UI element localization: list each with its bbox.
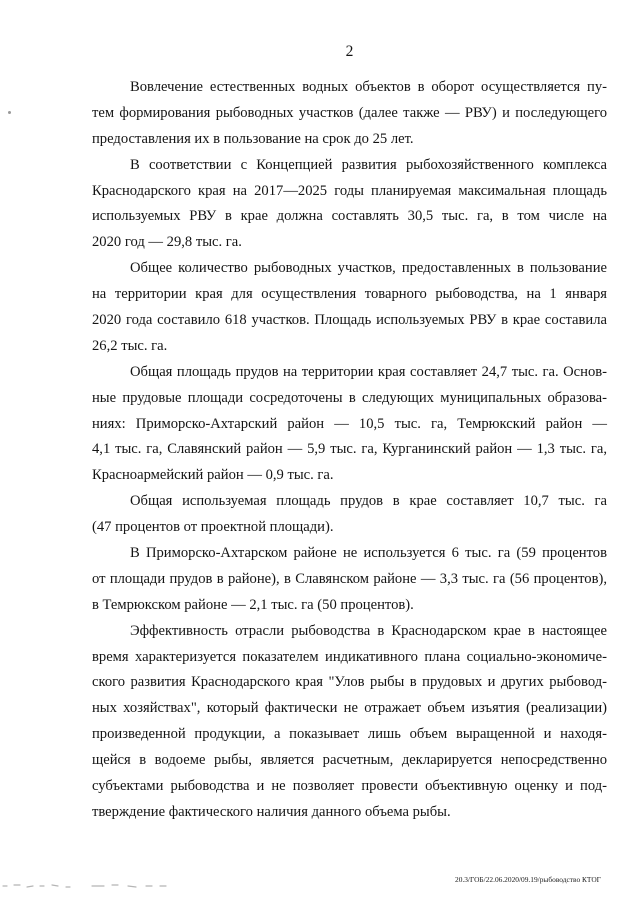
paragraph <box>92 489 607 541</box>
text-line: от площади прудов в районе), в Славянском районе — 3,3 тыс. га (56 процентов), <box>92 570 607 587</box>
text-line: ниях: Приморско-Ахтарский район — 10,5 тыс. га, Темрюкский район — <box>92 415 607 432</box>
text-line: 26,2 тыс. га. <box>92 337 168 354</box>
text-line: произведенной продукции, а показывает лишь объем выращенной и находя- <box>92 726 607 743</box>
text-line: Вовлечение естественных водных объектов в оборот осуществляется пу- <box>130 79 607 95</box>
paragraph <box>92 75 607 153</box>
text-line: ных хозяйствах", который фактически не отражает объем изъятия (реализации) <box>92 700 607 717</box>
text-line: В Приморско-Ахтарском районе не используется 6 тыс. га (59 процентов <box>130 545 607 562</box>
text-line: в Темрюкском районе — 2,1 тыс. га (50 процентов). <box>92 596 414 613</box>
text-line: ского развития Краснодарского края "Улов рыбы в прудовых и других рыбовод- <box>92 674 607 691</box>
text-line: Краснодарского края на 2017—2025 годы планируемая максимальная площадь <box>92 182 607 199</box>
text-line: Красноармейский район — 0,9 тыс. га. <box>92 467 334 484</box>
text-line: 2020 года составило 618 участков. Площадь используемых РВУ в крае составила <box>92 312 607 329</box>
paragraph <box>92 256 607 360</box>
scan-mark <box>8 111 11 114</box>
text-line: тем формирования рыбоводных участков (далее также — РВУ) и последующего <box>92 104 607 121</box>
text-line: субъектами рыбоводства и не позволяет провести объективную оценку и под- <box>92 778 607 795</box>
text-line: Эффективность отрасли рыбоводства в Краснодарском крае в настоящее <box>130 622 607 639</box>
text-line: Общее количество рыбоводных участков, предоставленных в пользование <box>130 260 607 277</box>
document-body <box>92 75 607 826</box>
text-line: В соответствии с Концепцией развития рыбохозяйственного комплекса <box>130 156 607 173</box>
text-line: 4,1 тыс. га, Славянский район — 5,9 тыс. га, Курганинский район — 1,3 тыс. га, <box>92 441 607 458</box>
text-line: используемых РВУ в крае должна составлять 30,5 тыс. га, в том числе на <box>92 208 607 225</box>
text-line: на территории края для осуществления товарного рыбоводства, на 1 января <box>92 286 607 303</box>
text-line: (47 процентов от проектной площади). <box>92 519 334 536</box>
paragraph <box>92 619 607 826</box>
footer-document-code: 20.3/ГОБ/22.06.2020/09.19/рыбоводство КТОГ <box>455 875 601 884</box>
text-line: время характеризуется показателем индикативного плана социально-экономиче- <box>92 648 607 665</box>
text-line: ные прудовые площади сосредоточены в следующих муниципальных образова- <box>92 389 607 406</box>
text-line: предоставления их в пользование на срок до 25 лет. <box>92 130 414 147</box>
text-line: тверждение фактического наличия данного объема рыбы. <box>92 803 451 820</box>
text-line: щейся в водоеме рыбы, является расчетным, декларируется непосредственно <box>92 752 607 769</box>
text-line: Общая площадь прудов на территории края составляет 24,7 тыс. га. Основ- <box>130 363 607 380</box>
scan-noise <box>0 878 175 894</box>
paragraph <box>92 153 607 257</box>
paragraph <box>92 360 607 489</box>
text-line: Общая используемая площадь прудов в крае составляет 10,7 тыс. га <box>130 493 607 510</box>
text-line: 2020 год — 29,8 тыс. га. <box>92 234 242 251</box>
paragraph <box>92 541 607 619</box>
page-number: 2 <box>345 43 354 60</box>
